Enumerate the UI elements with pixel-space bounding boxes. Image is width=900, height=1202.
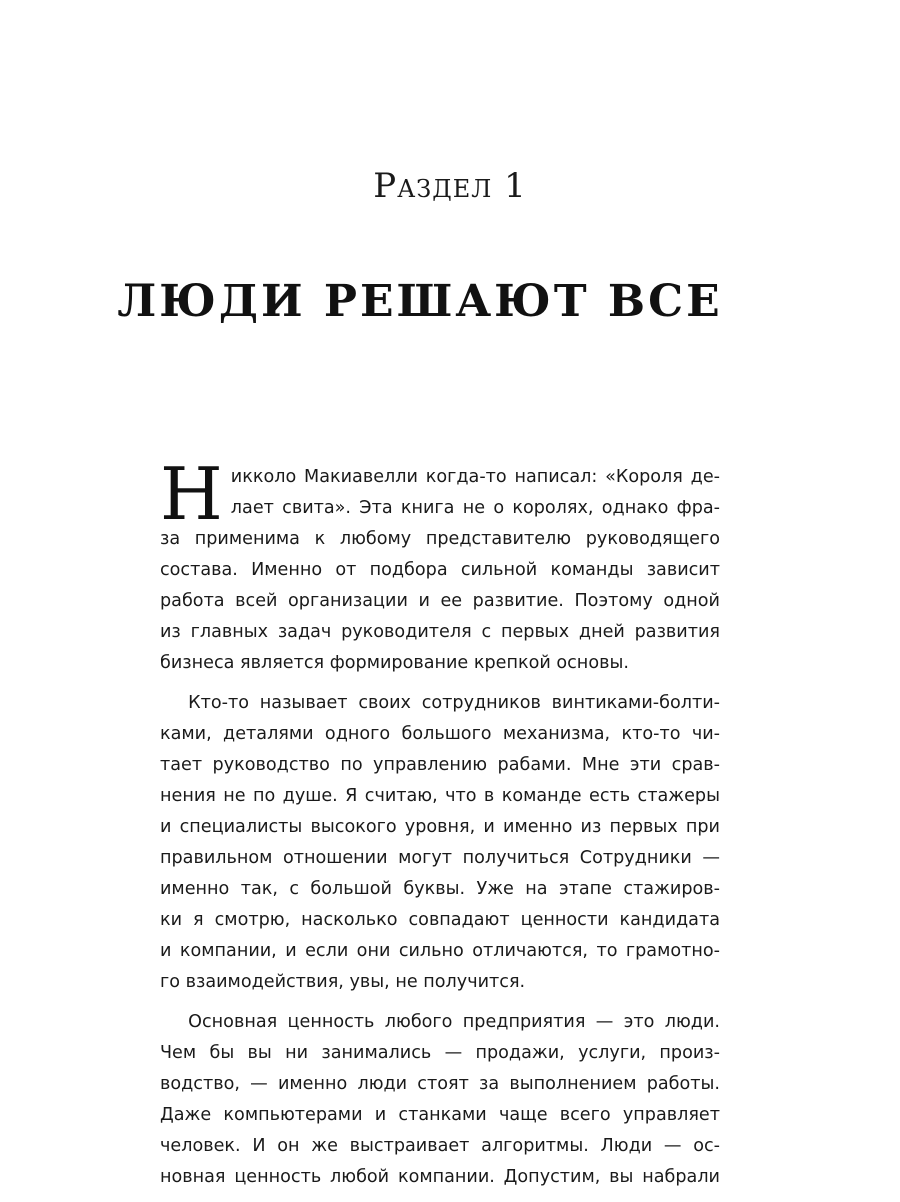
text-line: за применима к любому представителю руководящего xyxy=(160,529,720,549)
body-text xyxy=(160,452,720,1202)
paragraph-3 xyxy=(160,1007,720,1193)
text-line: Основная ценность любого предприятия — это люди. xyxy=(188,1012,720,1032)
text-line: новная ценность любой компании. Допустим, вы набрали xyxy=(160,1167,720,1187)
text-line: ки я смотрю, насколько совпадают ценности кандидата xyxy=(160,910,720,930)
text-line: и специалисты высокого уровня, и именно из первых при xyxy=(160,817,720,837)
text-line: состава. Именно от подбора сильной команды зависит xyxy=(160,560,720,580)
text-line: Даже компьютерами и станками чаще всего управляет xyxy=(160,1105,720,1125)
text-line: ками, деталями одного большого механизма, кто-то чи- xyxy=(160,724,720,744)
text-line: водство, — именно люди стоят за выполнением работы. xyxy=(160,1074,720,1094)
text-line: из главных задач руководителя с первых дней развития xyxy=(160,622,720,642)
text-line: нения не по душе. Я считаю, что в команде есть стажеры xyxy=(160,786,720,806)
text-line: лает свита». Эта книга не о королях, однако фра- xyxy=(230,498,720,518)
text-line: и компании, и если они сильно отличаются, то грамотно- xyxy=(160,941,720,961)
text-line: Чем бы вы ни занимались — продажи, услуги, произ- xyxy=(160,1043,720,1063)
paragraph-1 xyxy=(160,452,720,679)
text-line: го взаимодействия, увы, не получится. xyxy=(160,972,526,992)
text-line: работа всей организации и ее развитие. Поэтому одной xyxy=(160,591,720,611)
text-line: бизнеса является формирование крепкой основы. xyxy=(160,653,629,673)
paragraph-2 xyxy=(160,688,720,998)
text-line: тает руководство по управлению рабами. Мне эти срав- xyxy=(160,755,720,775)
text-line: человек. И он же выстраивает алгоритмы. Люди — ос- xyxy=(160,1136,720,1156)
text-line: икколо Макиавелли когда-то написал: «Короля де- xyxy=(230,467,720,487)
text-line: именно так, с большой буквы. Уже на этапе стажиров- xyxy=(160,879,720,899)
drop-cap: Н xyxy=(160,452,223,536)
section-label: Раздел 1 xyxy=(373,166,527,206)
chapter-title: ЛЮДИ РЕШАЮТ ВСЕ xyxy=(117,276,723,327)
text-line: Кто-то называет своих сотрудников винтиками-болти- xyxy=(188,693,720,713)
text-line: правильном отношении могут получиться Сотрудники — xyxy=(160,848,720,868)
